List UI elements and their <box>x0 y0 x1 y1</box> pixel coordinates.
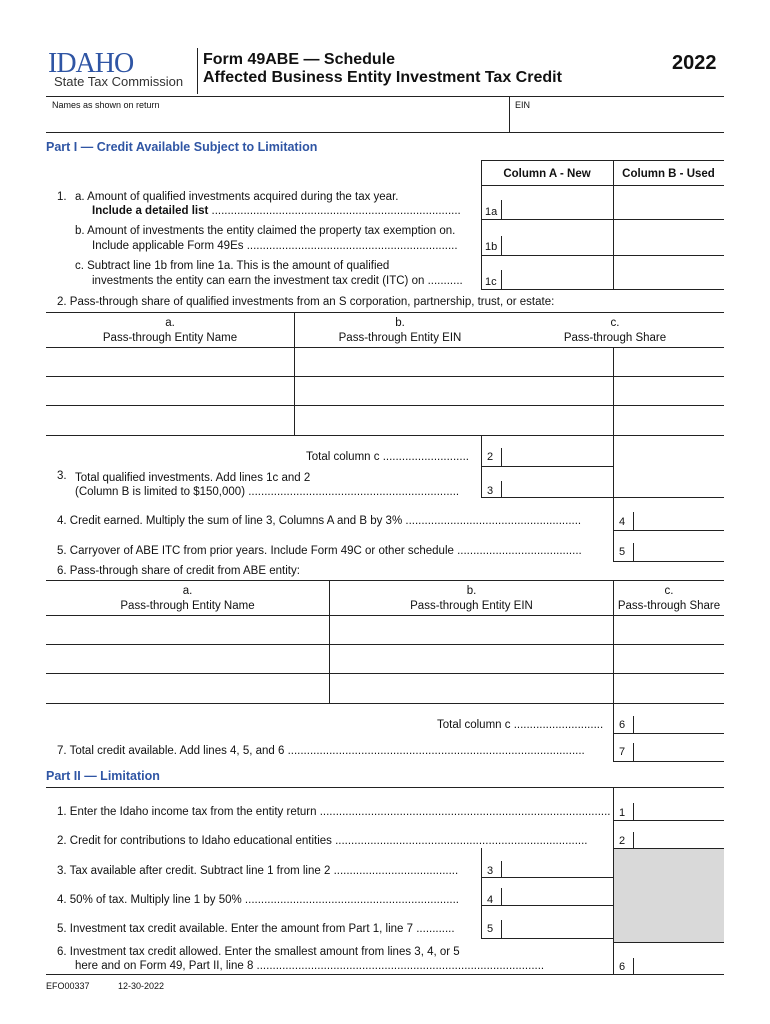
line-2-box: 2 <box>487 451 494 463</box>
table2-col-c-letter: c. <box>664 585 674 597</box>
ein-label: EIN <box>515 100 531 110</box>
line-1a-box: 1a <box>485 206 498 218</box>
part2-line3-label: 3. Tax available after credit. Subtract line 1 from line 2 ....................................... <box>57 865 459 877</box>
logo-wordmark: IDAHO <box>48 48 134 79</box>
table2-col-a-letter: a. <box>182 585 193 597</box>
line-1a-label: a. Amount of qualified investments acquired during the tax year. <box>75 191 399 203</box>
part2-line5-amount[interactable] <box>502 906 612 938</box>
table2-col-c-header: Pass-through Share <box>617 600 721 612</box>
part1-title: Part I — Credit Available Subject to Limitation <box>46 140 318 154</box>
shaded-area <box>614 849 724 942</box>
part2-line6-label-cont: here and on Form 49, Part II, line 8 .......................................................................................... <box>75 960 545 972</box>
part2-line1-box: 1 <box>619 807 626 819</box>
line-3-column-a[interactable] <box>502 467 612 497</box>
line-5-amount[interactable] <box>634 531 724 561</box>
table2-row1-name[interactable] <box>46 616 328 644</box>
table2-row3-ein[interactable] <box>330 674 612 703</box>
table2-row2-name[interactable] <box>46 645 328 673</box>
line-1a-column-b[interactable] <box>614 186 724 219</box>
leader-dots: .............................................................................. <box>208 205 461 217</box>
table2-row1-share[interactable] <box>614 616 724 644</box>
part2-line5-label: 5. Investment tax credit available. Enter the amount from Part 1, line 7 ............ <box>57 923 455 935</box>
line-2-total[interactable] <box>502 436 612 466</box>
line-1a-column-a[interactable] <box>502 186 612 219</box>
line-7-amount[interactable] <box>634 734 724 761</box>
table1-row1-share[interactable] <box>614 348 724 376</box>
table2-col-a-header: Pass-through Entity Name <box>120 600 255 612</box>
table1-col-b-header: Pass-through Entity EIN <box>338 332 462 344</box>
line-1b-label: b. Amount of investments the entity claimed the property tax exemption on. <box>75 225 456 237</box>
line-2-label: 2. Pass-through share of qualified investments from an S corporation, partnership, trust, or estate: <box>57 296 555 308</box>
revision-date: 12-30-2022 <box>118 981 165 991</box>
part2-line6-label: 6. Investment tax credit allowed. Enter the smallest amount from lines 3, 4, or 5 <box>57 946 460 958</box>
line-1c-label: c. Subtract line 1b from line 1a. This is the amount of qualified <box>75 260 390 272</box>
tax-year: 2022 <box>672 52 717 74</box>
table1-row2-name[interactable] <box>46 377 293 405</box>
line-4-amount[interactable] <box>634 498 724 530</box>
ein-field[interactable] <box>510 110 724 131</box>
part2-title: Part II — Limitation <box>46 769 160 783</box>
table2-col-b-letter: b. <box>466 585 477 597</box>
table2-row2-share[interactable] <box>614 645 724 673</box>
line-1c-column-b[interactable] <box>614 256 724 289</box>
table2-row1-ein[interactable] <box>330 616 612 644</box>
form-subtitle: Affected Business Entity Investment Tax Credit <box>203 69 562 86</box>
detailed-list-note: Include a detailed list <box>92 205 209 217</box>
table2-row3-share[interactable] <box>614 674 724 703</box>
line-6-box: 6 <box>619 719 626 731</box>
table2-row2-ein[interactable] <box>330 645 612 673</box>
table1-row3-share[interactable] <box>614 406 724 435</box>
table1-row2-share[interactable] <box>614 377 724 405</box>
line-7-label: 7. Total credit available. Add lines 4, 5, and 6 ............................................................................................. <box>57 745 585 757</box>
table1-row2-ein[interactable] <box>295 377 612 405</box>
part2-line4-box: 4 <box>487 894 494 906</box>
table1-col-c-header: Pass-through Share <box>563 332 667 344</box>
line-1b-label-cont: Include applicable Form 49Es .................................................................. <box>92 240 458 252</box>
line-4-box: 4 <box>619 516 626 528</box>
logo-subtitle: State Tax Commission <box>54 74 184 89</box>
part2-line4-amount[interactable] <box>502 878 612 905</box>
line-1c-column-a[interactable] <box>502 256 612 289</box>
table1-row1-name[interactable] <box>46 348 293 376</box>
line-3-label-cont: (Column B is limited to $150,000) .................................................................. <box>75 486 460 498</box>
line-3-label: Total qualified investments. Add lines 1c and 2 <box>75 472 311 484</box>
table1-col-a-letter: a. <box>165 317 175 329</box>
idaho-logo <box>46 48 191 93</box>
column-a-header: Column A - New <box>503 168 591 180</box>
table2-row3-name[interactable] <box>46 674 328 703</box>
part2-line6-box: 6 <box>619 961 626 973</box>
line-1a-label-cont <box>92 204 461 218</box>
table1-row3-ein[interactable] <box>295 406 612 435</box>
table1-total-label: Total column c ........................... <box>306 451 469 463</box>
names-field[interactable] <box>46 110 509 131</box>
part2-line1-label: 1. Enter the Idaho income tax from the entity return ........................................................................................... <box>57 806 611 818</box>
line-4-label: 4. Credit earned. Multiply the sum of line 3, Columns A and B by 3% ....................................................... <box>57 515 582 527</box>
form-title: Form 49ABE — Schedule <box>203 51 396 68</box>
names-label: Names as shown on return <box>52 100 160 110</box>
table1-row1-ein[interactable] <box>295 348 612 376</box>
part2-line5-box: 5 <box>487 923 494 935</box>
part2-line4-label: 4. 50% of tax. Multiply line 1 by 50% ................................................................... <box>57 894 460 906</box>
line-1-number: 1. <box>57 191 67 203</box>
line-3-number: 3. <box>57 470 67 482</box>
line-5-label: 5. Carryover of ABE ITC from prior years. Include Form 49C or other schedule ....................................... <box>57 545 582 557</box>
line-1b-column-a[interactable] <box>502 220 612 255</box>
line-7-box: 7 <box>619 746 626 758</box>
line-1b-box: 1b <box>485 241 498 253</box>
line-1b-column-b[interactable] <box>614 220 724 255</box>
line-1c-box: 1c <box>485 276 497 288</box>
part2-line1-amount[interactable] <box>634 788 724 820</box>
part2-line3-box: 3 <box>487 865 494 877</box>
line-5-box: 5 <box>619 546 626 558</box>
line-1c-label-cont: investments the entity can earn the investment tax credit (ITC) on ........... <box>92 275 463 287</box>
table1-row3-name[interactable] <box>46 406 293 435</box>
table1-col-c-letter: c. <box>610 317 620 329</box>
table1-col-a-header: Pass-through Entity Name <box>102 332 238 344</box>
part2-line2-box: 2 <box>619 835 626 847</box>
part2-line3-amount[interactable] <box>502 849 612 877</box>
table1-col-b-letter: b. <box>395 317 405 329</box>
line-6-total[interactable] <box>634 704 724 733</box>
part2-line2-amount[interactable] <box>634 821 724 848</box>
line-6-label: 6. Pass-through share of credit from ABE entity: <box>57 565 300 577</box>
column-b-header: Column B - Used <box>622 168 715 180</box>
table2-col-b-header: Pass-through Entity EIN <box>410 600 533 612</box>
part2-line2-label: 2. Credit for contributions to Idaho educational entities ............................................................................... <box>57 835 588 847</box>
form-code: EFO00337 <box>46 981 90 991</box>
part2-line6-amount[interactable] <box>634 943 724 974</box>
table2-total-label: Total column c ............................ <box>437 719 604 731</box>
line-3-box: 3 <box>487 485 494 497</box>
line-3-column-b[interactable] <box>614 467 724 497</box>
